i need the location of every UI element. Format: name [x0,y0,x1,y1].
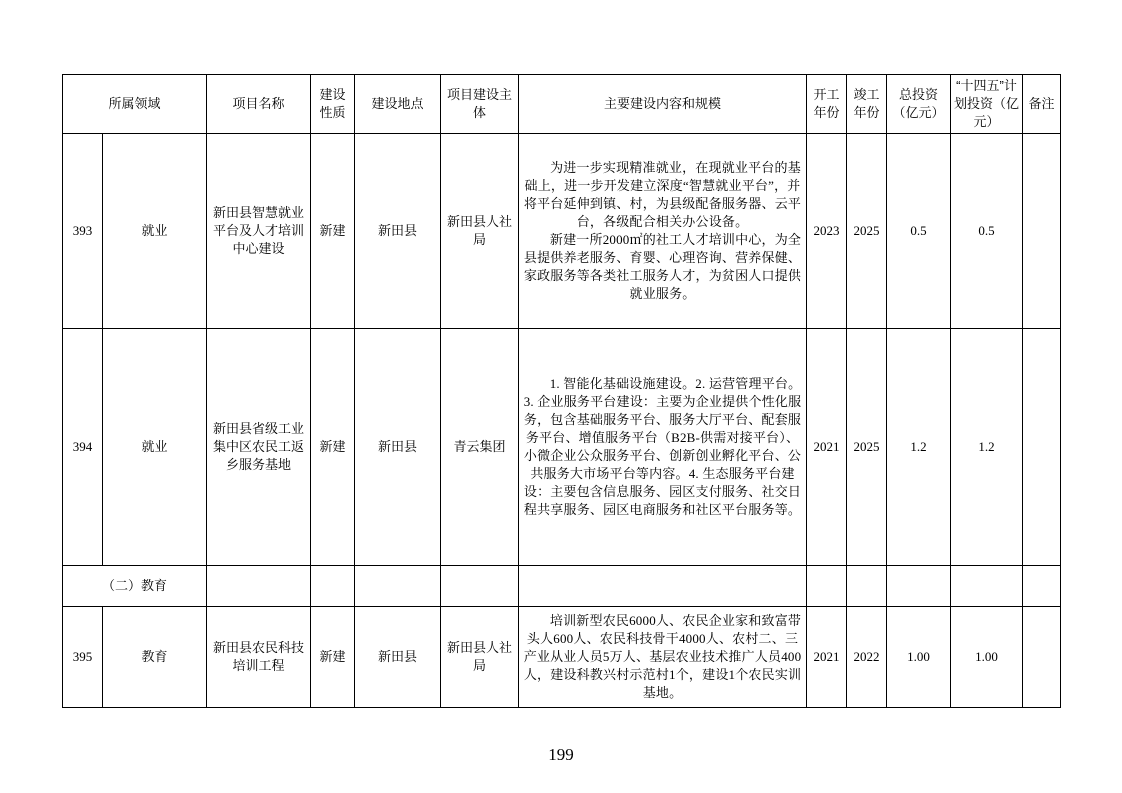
row-content [519,133,807,328]
row-start-year: 2021 [807,328,847,565]
row-subject: 新田县人社局 [441,606,519,707]
row-plan-investment: 0.5 [951,133,1023,328]
row-location: 新田县 [355,606,441,707]
header-nature: 建设性质 [311,75,355,134]
table-row [63,606,1061,707]
header-content: 主要建设内容和规模 [519,75,807,134]
row-total-investment: 0.5 [887,133,951,328]
row-remark [1023,328,1061,565]
section-empty-subject [441,565,519,606]
row-project-name: 新田县农民科技培训工程 [207,606,311,707]
table-row [63,328,1061,565]
row-start-year: 2021 [807,606,847,707]
row-location: 新田县 [355,328,441,565]
row-project-name: 新田县省级工业集中区农民工返乡服务基地 [207,328,311,565]
row-project-name: 新田县智慧就业平台及人才培训中心建设 [207,133,311,328]
header-subject: 项目建设主体 [441,75,519,134]
row-content [519,606,807,707]
row-content [519,328,807,565]
header-plan-investment: “十四五”计划投资（亿元） [951,75,1023,134]
header-end-year: 竣工年份 [847,75,887,134]
row-end-year: 2022 [847,606,887,707]
content-paragraph: 新建一所2000㎡的社工人才培训中心，为全县提供养老服务、育婴、心理咨询、营养保健、家政服务等各类社工服务人才，为贫困人口提供就业服务。 [523,231,802,301]
section-title: （二）教育 [63,565,207,606]
row-total-investment: 1.00 [887,606,951,707]
section-empty-plan [951,565,1023,606]
row-location: 新田县 [355,133,441,328]
content-paragraph: 培训新型农民6000人、农民企业家和致富带头人600人、农民科技骨干4000人、农村二、三产业从业人员5万人、基层农业技术推广人员400人，建设科教兴村示范村1个，建设1个农民实训基地。 [523,612,802,700]
section-row [63,565,1061,606]
content-paragraph: 为进一步实现精准就业，在现就业平台的基础上，进一步开发建立深度“智慧就业平台”，并将平台延伸到镇、村，为县级配备服务器、云平台，各级配合相关办公设备。 [523,160,802,229]
row-subject: 青云集团 [441,328,519,565]
project-table [62,74,1061,708]
header-field: 所属领域 [63,75,207,134]
row-end-year: 2025 [847,328,887,565]
section-empty-total [887,565,951,606]
table-row [63,133,1061,328]
section-empty-end [847,565,887,606]
row-total-investment: 1.2 [887,328,951,565]
row-subject: 新田县人社局 [441,133,519,328]
section-empty-start [807,565,847,606]
content-paragraph: 1. 智能化基础设施建设。2. 运营管理平台。3. 企业服务平台建设：主要为企业提供个性化服务，包含基础服务平台、服务大厅平台、配套服务平台、增值服务平台（B2B-供需对接平台）、小微企业公众服务平台、创新创业孵化平台、公共服务大市场平台等内容。4. 生态服务平台建设：主要包含信息服务、园区支付服务、社交日程共享服务、园区电商服务和社区平台服务等。 [523,376,802,517]
page-number: 199 [548,745,574,764]
row-number: 395 [63,606,103,707]
section-empty-name [207,565,311,606]
row-remark [1023,133,1061,328]
row-field: 教育 [103,606,207,707]
header-project-name: 项目名称 [207,75,311,134]
header-location: 建设地点 [355,75,441,134]
header-remark: 备注 [1023,75,1061,134]
header-start-year: 开工年份 [807,75,847,134]
row-plan-investment: 1.00 [951,606,1023,707]
section-empty-location [355,565,441,606]
row-field: 就业 [103,133,207,328]
section-empty-nature [311,565,355,606]
header-total-investment: 总投资（亿元） [887,75,951,134]
row-nature: 新建 [311,328,355,565]
row-nature: 新建 [311,133,355,328]
row-remark [1023,606,1061,707]
section-empty-content [519,565,807,606]
row-number: 393 [63,133,103,328]
row-nature: 新建 [311,606,355,707]
row-plan-investment: 1.2 [951,328,1023,565]
row-start-year: 2023 [807,133,847,328]
row-number: 394 [63,328,103,565]
row-field: 就业 [103,328,207,565]
section-empty-remark [1023,565,1061,606]
table-header-row [63,75,1061,134]
row-end-year: 2025 [847,133,887,328]
